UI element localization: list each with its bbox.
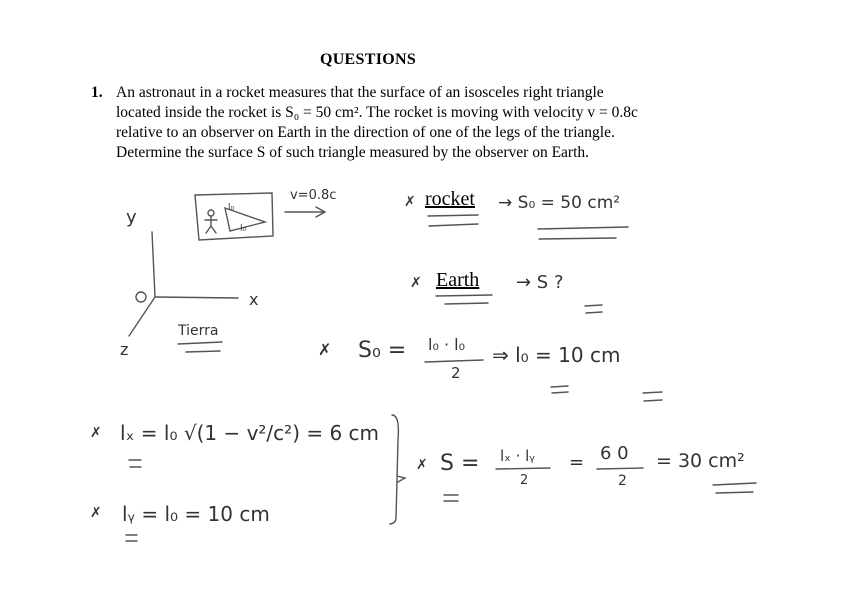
triangle-leg-label: l₀ [240, 224, 247, 234]
ly-equation: lᵧ = l₀ = 10 cm [122, 502, 270, 526]
question-line-1: An astronaut in a rocket measures that the surface of an isosceles right triangle [116, 84, 604, 101]
s-denominator: 2 [520, 473, 529, 488]
s-numerator-value: 6 0 [600, 443, 629, 464]
origin-label [134, 287, 135, 288]
bullet-mark: ✗ [410, 275, 422, 291]
earth-word: Earth [436, 269, 480, 291]
x-axis-line [155, 297, 238, 298]
bullet-mark: ✗ [90, 505, 102, 521]
s-numerator: lₓ · lᵧ [500, 447, 535, 465]
lx-equation: lₓ = l₀ √(1 − v²/c²) = 6 cm [120, 421, 380, 445]
bullet-mark: ✗ [416, 457, 428, 473]
s-result: = 30 cm² [656, 450, 745, 472]
s0-numerator: l₀ · l₀ [428, 335, 465, 354]
origin-mark [136, 292, 146, 302]
bullet-mark: ✗ [90, 425, 102, 441]
bullet-mark: ✗ [318, 340, 332, 359]
rocket-value: → S₀ = 50 cm² [498, 193, 621, 213]
question-number: 1. [91, 84, 103, 101]
bullet-mark: ✗ [404, 194, 416, 210]
page-title: QUESTIONS [319, 51, 417, 68]
s0-result: ⇒ l₀ = 10 cm [492, 343, 621, 367]
question-line-2: located inside the rocket is S₀ = 50 cm². The rocket is moving with velocity v = 0.8c [116, 104, 638, 121]
y-axis-line [152, 232, 155, 297]
s0-denominator: 2 [451, 364, 461, 382]
rocket-word: rocket [425, 188, 475, 210]
axis-y-label: y [126, 207, 137, 228]
equals-sign: = [569, 452, 585, 473]
frame-label: Tierra [178, 323, 219, 339]
s0-lhs: S₀ = [358, 338, 407, 363]
velocity-label: v=0.8c [290, 188, 337, 203]
z-axis-line [129, 297, 155, 336]
triangle-leg-label: l₀ [228, 203, 235, 213]
axis-z-label: z [120, 340, 129, 359]
earth-value: → S ? [516, 272, 564, 293]
question-line-4: Determine the surface S of such triangle measured by the observer on Earth. [116, 144, 590, 161]
s-lhs: S = [440, 451, 480, 476]
question-line-3: relative to an observer on Earth in the direction of one of the legs of the triangle. [116, 124, 615, 141]
s-denominator-value: 2 [618, 473, 627, 489]
velocity-arrow [285, 207, 325, 217]
axis-x-label: x [249, 290, 259, 309]
